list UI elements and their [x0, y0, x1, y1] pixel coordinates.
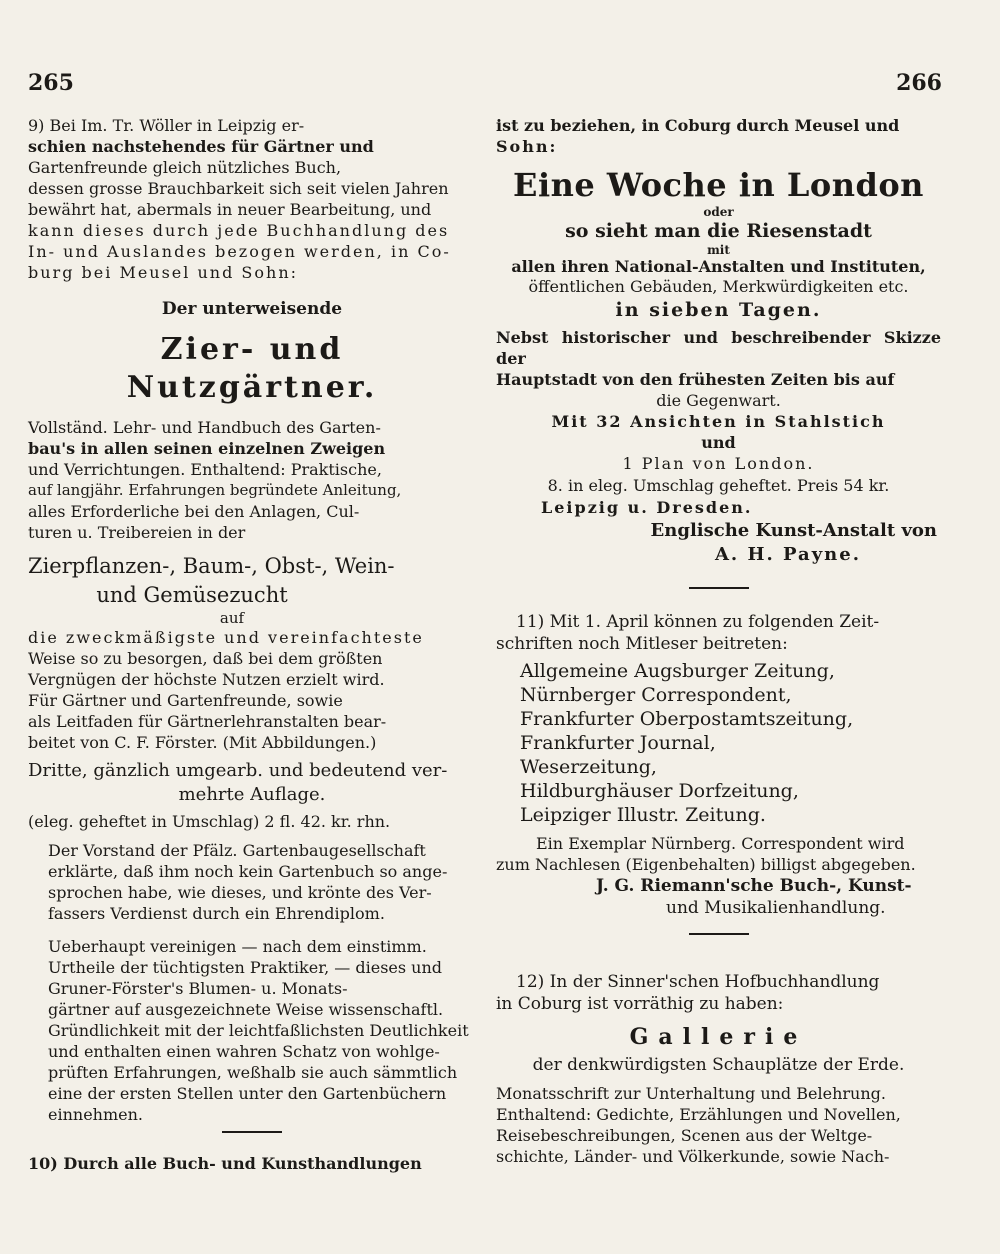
text-line: alles Erforderliche bei den Anlagen, Cul-	[28, 502, 360, 521]
book-pre-title: Der unterweisende	[161, 299, 343, 319]
text-line: eine der ersten Stellen unter den Gartenbüchern	[48, 1084, 447, 1103]
text-line: turen u. Treibereien in der	[28, 523, 246, 542]
book-desc-line-1: allen ihren National-Anstalten und Instituten,	[511, 257, 926, 276]
ad-12-title: Gallerie	[629, 1024, 808, 1050]
text-line: in Coburg ist vorräthig zu haben:	[496, 994, 784, 1014]
ad-9-intro	[28, 115, 476, 283]
book-subtitle-london: so sieht man die Riesenstadt	[565, 220, 872, 242]
book-topics-line-1: Zierpflanzen-, Baum-, Obst-, Wein-	[28, 554, 395, 578]
text-line: Weise so zu besorgen, daß bei dem größten	[28, 649, 383, 668]
book-edition-line-2: mehrte Auflage.	[178, 784, 326, 805]
book-views: Mit 32 Ansichten in Stahlstich	[551, 412, 886, 431]
ad-10-intro: 10) Durch alle Buch- und Kunsthandlungen	[28, 1154, 422, 1173]
book-topics-line-2: und Gemüsezucht	[96, 583, 288, 607]
text-line: In- und Auslandes bezogen werden, in Co-	[28, 242, 451, 261]
book-description	[28, 417, 476, 543]
continuation-text	[496, 115, 941, 157]
oder-text: oder	[703, 205, 734, 219]
text-line: gärtner auf ausgezeichnete Weise wissenschaftl.	[48, 1000, 444, 1019]
text-line: einnehmen.	[48, 1105, 143, 1124]
list-item: Weserzeitung,	[520, 756, 657, 778]
divider-rule	[689, 933, 749, 935]
book-price: (eleg. geheftet in Umschlag) 2 fl. 42. kr. rhn.	[28, 812, 391, 831]
list-item: Frankfurter Journal,	[520, 732, 716, 754]
book-history	[496, 327, 941, 390]
divider-rule	[689, 587, 749, 589]
text-line: ist zu beziehen, in Coburg durch Meusel und	[496, 116, 900, 135]
text-line: schriften noch Mitleser beitreten:	[496, 634, 788, 654]
book-desc-line-2: öffentlichen Gebäuden, Merkwürdigkeiten etc.	[528, 277, 909, 296]
list-item: Allgemeine Augsburger Zeitung,	[520, 660, 835, 682]
text-line: Ein Exemplar Nürnberg. Correspondent wird	[536, 834, 905, 853]
text-line: Reisebeschreibungen, Scenen aus der Weltge-	[496, 1126, 873, 1145]
text-line: sprochen habe, wie dieses, und krönte des Ver-	[48, 883, 432, 902]
text-line: und Verrichtungen. Enthaltend: Praktische,	[28, 460, 382, 479]
text-line: Der Vorstand der Pfälz. Gartenbaugesellschaft	[48, 841, 426, 860]
book-edition-line-1: Dritte, gänzlich umgearb. und bedeutend ver-	[28, 760, 448, 781]
divider-rule	[222, 1131, 282, 1133]
ad-11-note	[496, 833, 941, 875]
book-auf: auf	[219, 609, 245, 627]
newspaper-list	[496, 659, 941, 827]
text-line: auf langjähr. Erfahrungen begründete Anleitung,	[28, 481, 402, 499]
publisher-line-1: Englische Kunst-Anstalt von	[650, 520, 937, 541]
ad-11-signature-1: J. G. Riemann'sche Buch-, Kunst-	[596, 876, 912, 896]
right-column	[496, 115, 941, 1167]
text-line: Vollständ. Lehr- und Handbuch des Garten-	[28, 418, 381, 437]
text-line: erklärte, daß ihm noch kein Gartenbuch so ange-	[48, 862, 448, 881]
review-1	[28, 840, 476, 924]
publisher-line-2: A. H. Payne.	[714, 544, 861, 565]
list-item: Hildburghäuser Dorfzeitung,	[520, 780, 799, 802]
text-line: Sohn:	[496, 137, 558, 156]
book-purpose	[28, 627, 476, 753]
text-line: Gründlichkeit mit der leichtfaßlichsten Deutlichkeit	[48, 1021, 469, 1040]
book-und: und	[701, 433, 736, 452]
book-format-price: 8. in eleg. Umschlag geheftet. Preis 54 kr.	[547, 476, 890, 495]
text-line: bau's in allen seinen einzelnen Zweigen	[28, 439, 386, 458]
text-line: fassers Verdienst durch ein Ehrendiplom.	[48, 904, 385, 923]
book-title-line-2: Nutzgärtner.	[126, 370, 378, 405]
ad-12-intro	[496, 971, 941, 1015]
text-line: 9) Bei Im. Tr. Wöller in Leipzig er-	[28, 116, 305, 135]
page-number-left: 265	[28, 70, 74, 96]
text-line: Urtheile der tüchtigsten Praktiker, — dieses und	[48, 958, 443, 977]
text-line: schien nachstehendes für Gärtner und	[28, 137, 374, 156]
text-line: Ueberhaupt vereinigen — nach dem einstimm.	[48, 937, 427, 956]
book-title-london: Eine Woche in London	[513, 166, 924, 204]
text-line: Gruner-Förster's Blumen- u. Monats-	[48, 979, 348, 998]
ad-12-description	[496, 1083, 941, 1167]
text-line: die zweckmäßigste und vereinfachteste	[28, 628, 424, 647]
ad-11-intro	[496, 611, 941, 655]
list-item: Leipziger Illustr. Zeitung.	[520, 804, 766, 826]
text-line: Monatsschrift zur Unterhaltung und Belehrung.	[496, 1084, 886, 1103]
text-line: 11) Mit 1. April können zu folgenden Zeit-	[516, 612, 880, 632]
text-line: prüften Erfahrungen, weßhalb sie auch sämmtlich	[48, 1063, 458, 1082]
text-line: 12) In der Sinner'schen Hofbuchhandlung	[516, 972, 880, 992]
text-line: Für Gärtner und Gartenfreunde, sowie	[28, 691, 343, 710]
text-line: Hauptstadt von den frühesten Zeiten bis auf	[496, 370, 895, 389]
text-line: bewährt hat, abermals in neuer Bearbeitung, und	[28, 200, 432, 219]
list-item: Nürnberger Correspondent,	[520, 684, 792, 706]
review-2	[28, 936, 476, 1125]
page-number-right: 266	[896, 70, 942, 96]
mit-text: mit	[707, 243, 730, 257]
ad-11-signature-2: und Musikalienhandlung.	[666, 898, 886, 918]
text-line: dessen grosse Brauchbarkeit sich seit vielen Jahren	[28, 179, 449, 198]
book-history-end: die Gegenwart.	[656, 391, 781, 410]
ad-12-subtitle: der denkwürdigsten Schauplätze der Erde.	[532, 1055, 905, 1075]
text-line: schichte, Länder- und Völkerkunde, sowie Nach-	[496, 1147, 890, 1166]
text-line: Enthaltend: Gedichte, Erzählungen und Novellen,	[496, 1105, 901, 1124]
book-days: in sieben Tagen.	[615, 299, 822, 321]
text-line: als Leitfaden für Gärtnerlehranstalten bear-	[28, 712, 387, 731]
text-line: kann dieses durch jede Buchhandlung des	[28, 221, 450, 240]
text-line: burg bei Meusel und Sohn:	[28, 263, 299, 282]
text-line: beitet von C. F. Förster. (Mit Abbildungen.)	[28, 733, 377, 752]
text-line: Nebst historischer und beschreibender Skizze der	[496, 328, 941, 368]
text-line: zum Nachlesen (Eigenbehalten) billigst abgegeben.	[496, 855, 916, 874]
book-plan: 1 Plan von London.	[622, 454, 815, 473]
text-line: Vergnügen der höchste Nutzen erzielt wird.	[28, 670, 385, 689]
text-line: Gartenfreunde gleich nützliches Buch,	[28, 158, 342, 177]
list-item: Frankfurter Oberpostamtszeitung,	[520, 708, 854, 730]
book-title-line-1: Zier- und	[160, 332, 344, 367]
left-column	[28, 115, 476, 1174]
text-line: und enthalten einen wahren Schatz von wohlge-	[48, 1042, 440, 1061]
book-place: Leipzig u. Dresden.	[541, 498, 753, 517]
